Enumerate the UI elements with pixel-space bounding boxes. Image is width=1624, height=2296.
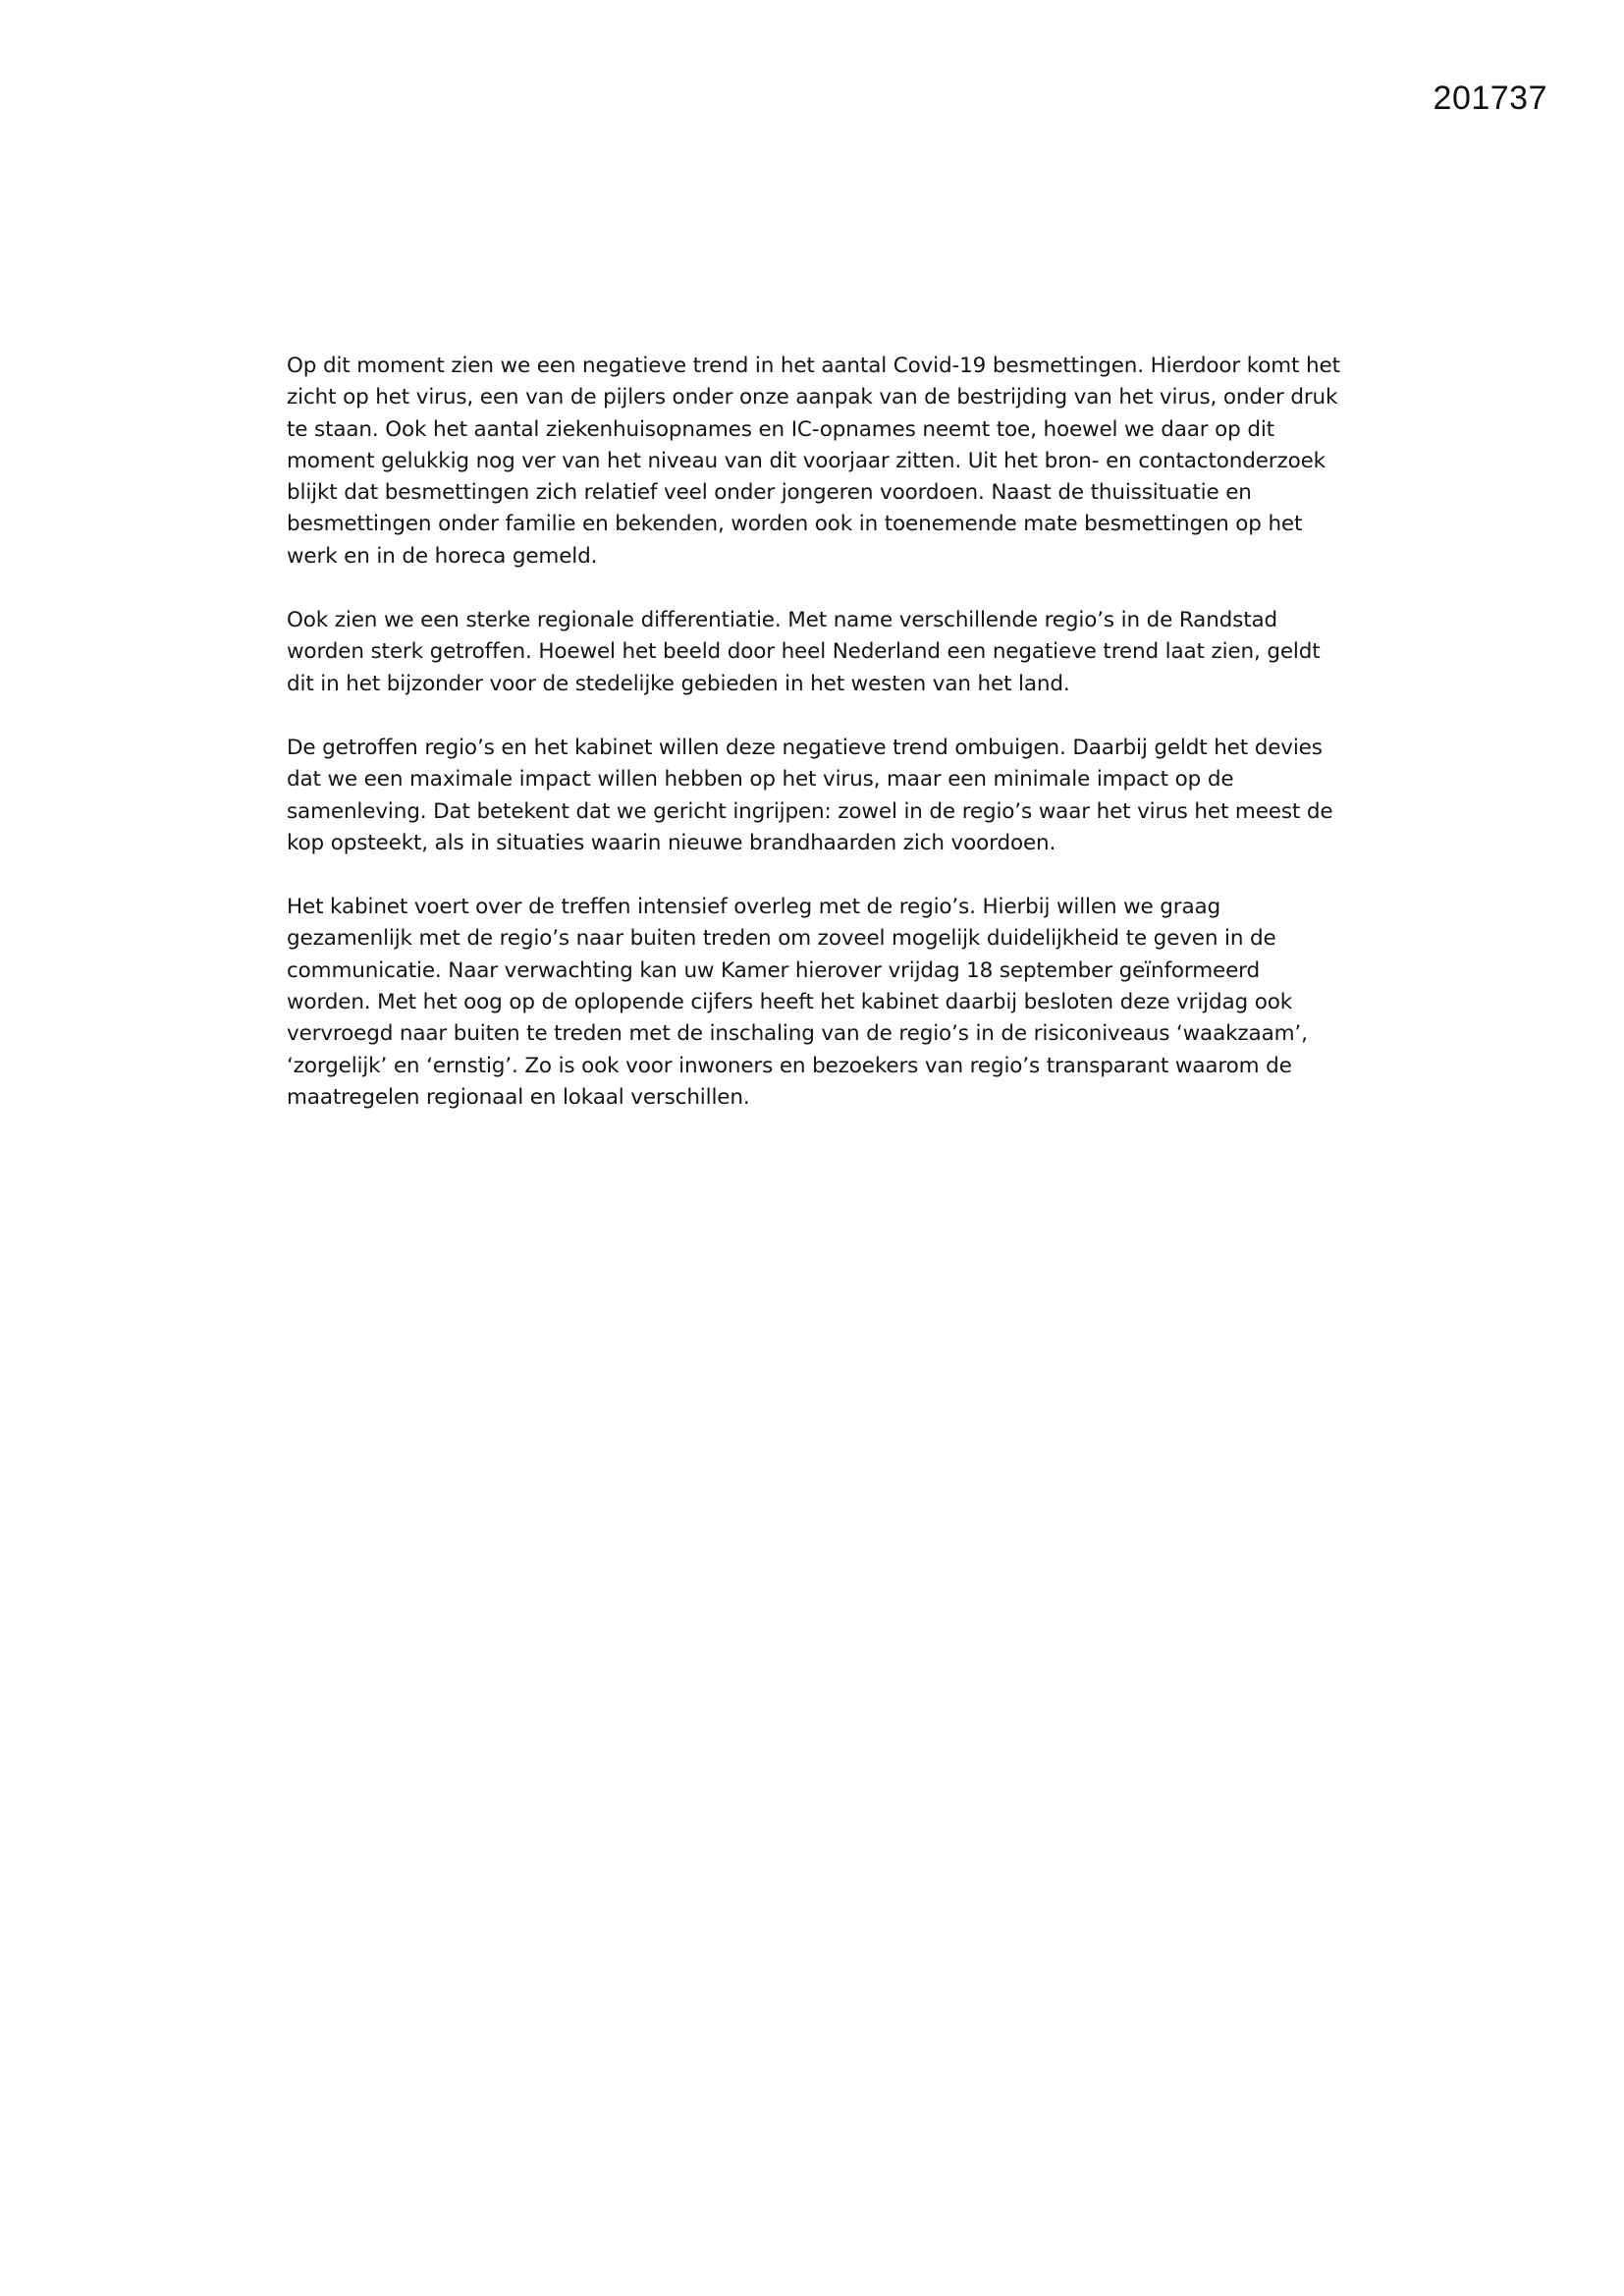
text-line: dat we een maximale impact willen hebben op het virus, maar een minimale impact op de: [287, 767, 1234, 793]
text-line: Het kabinet voert over de treffen intensief overleg met de regio’s. Hierbij willen we graag: [287, 895, 1221, 920]
text-line: werk en in de horeca gemeld.: [287, 543, 598, 569]
text-line: kop opsteekt, als in situaties waarin nieuwe brandhaarden zich voordoen.: [287, 830, 1056, 855]
paragraph-2: [287, 605, 1367, 700]
text-line: worden sterk getroffen. Hoewel het beeld door heel Nederland een negatieve trend laat zien, geldt: [287, 639, 1321, 665]
text-line: communicatie. Naar verwachting kan uw Kamer hierover vrijdag 18 september geïnformeerd: [287, 957, 1260, 983]
document-body: [287, 351, 1367, 1146]
text-line: ‘zorgelijk’ en ‘ernstig’. Zo is ook voor inwoners en bezoekers van regio’s transparant waarom de: [287, 1053, 1292, 1078]
text-line: De getroffen regio’s en het kabinet willen deze negatieve trend ombuigen. Daarbij geldt het devies: [287, 735, 1323, 760]
text-line: samenleving. Dat betekent dat we gericht ingrijpen: zowel in de regio’s waar het virus het meest de: [287, 798, 1333, 824]
text-line: blijkt dat besmettingen zich relatief veel onder jongeren voordoen. Naast de thuissituatie en: [287, 480, 1252, 506]
text-line: gezamenlijk met de regio’s naar buiten treden om zoveel mogelijk duidelijkheid te geven in de: [287, 926, 1276, 952]
text-line: moment gelukkig nog ver van het niveau van dit voorjaar zitten. Uit het bron- en contactonderzoek: [287, 448, 1326, 473]
paragraph-4: [287, 892, 1367, 1114]
text-line: maatregelen regionaal en lokaal verschillen.: [287, 1084, 750, 1110]
text-line: te staan. Ook het aantal ziekenhuisopnames en IC-opnames neemt toe, hoewel we daar op dit: [287, 416, 1274, 442]
text-line: worden. Met het oog op de oplopende cijfers heeft het kabinet daarbij besloten deze vrijdag ook: [287, 990, 1293, 1015]
text-line: dit in het bijzonder voor de stedelijke gebieden in het westen van het land.: [287, 671, 1070, 696]
text-line: zicht op het virus, een van de pijlers onder onze aanpak van de bestrijding van het virus, onder druk: [287, 385, 1338, 410]
document-number: 201737: [1433, 80, 1547, 117]
text-line: vervroegd naar buiten te treden met de inschaling van de regio’s in de risiconiveaus ‘waakzaam’,: [287, 1021, 1308, 1047]
paragraph-1: [287, 351, 1367, 573]
text-line: Op dit moment zien we een negatieve trend in het aantal Covid-19 besmettingen. Hierdoor komt het: [287, 354, 1340, 378]
paragraph-3: [287, 733, 1367, 859]
text-line: Ook zien we een sterke regionale differentiatie. Met name verschillende regio’s in de Randstad: [287, 608, 1278, 633]
text-line: besmettingen onder familie en bekenden, worden ook in toenemende mate besmettingen op het: [287, 512, 1303, 537]
